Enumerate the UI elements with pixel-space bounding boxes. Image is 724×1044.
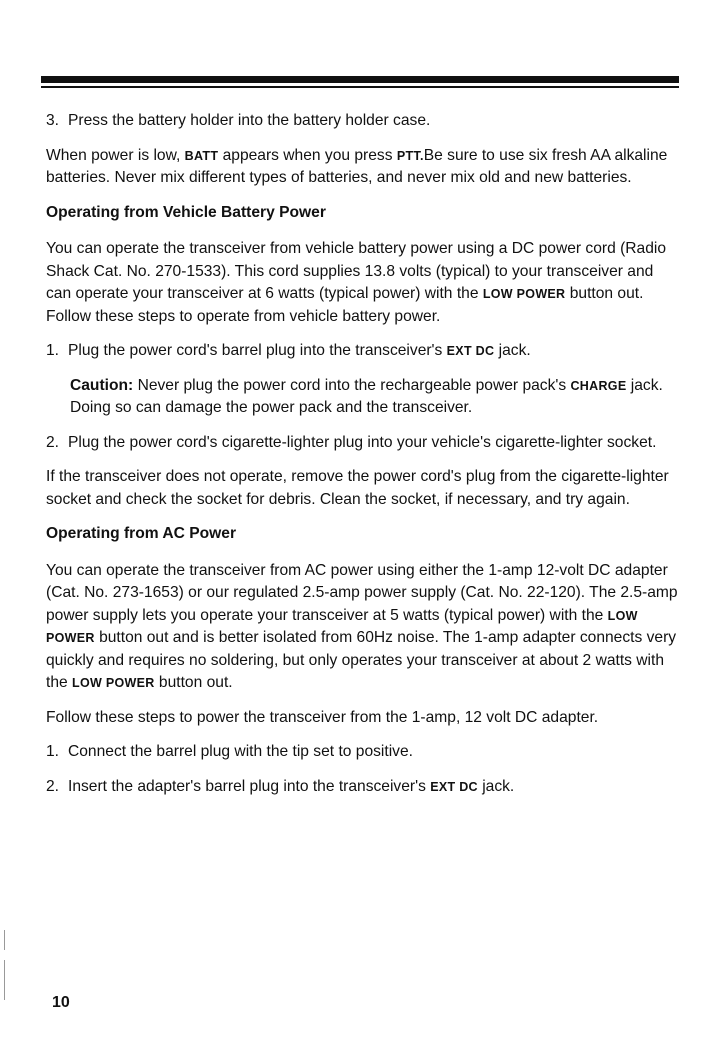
text-run: Be sure to use six fresh AA alkaline batteries. Never mix different types of batteries, and never mix old and new batteries.	[46, 146, 668, 186]
text-run: appears when you press	[218, 146, 397, 164]
step-number: 1.	[46, 743, 60, 760]
header-rule-thin	[41, 86, 679, 88]
text-run: You can operate the transceiver from AC power using either the 1-amp 12-volt DC adapter (Cat. No. 273-1653) or our regulated 2.5-amp power supply (Cat. No. 22-120). The 2.5-amp power supply lets you operate your transceiver at 5 watts (typical power) with the	[46, 561, 678, 624]
ac-step-1	[46, 741, 680, 764]
text-run: jack.	[494, 342, 531, 359]
low-power-key: LOW POWER	[72, 676, 155, 690]
step-text: Connect the barrel plug with the tip set to positive.	[68, 743, 413, 760]
text-run: Never plug the power cord into the rechargeable power pack's	[133, 376, 571, 394]
low-power-key: LOW POWER	[46, 608, 638, 645]
section-heading-vehicle: Operating from Vehicle Battery Power	[46, 203, 326, 221]
text-run: button out. Follow these steps to operate from vehicle battery power.	[46, 285, 644, 325]
text-run: button out and is better isolated from 60Hz noise. The 1-amp adapter connects very quickly and requires no soldering, but only operates your transceiver at about 2 watts with the	[46, 629, 677, 691]
caution-label: Caution:	[70, 376, 134, 394]
step-number: 2.	[46, 777, 60, 795]
vehicle-step-1	[46, 340, 680, 363]
step-text	[68, 340, 680, 363]
charge-jack: CHARGE	[570, 378, 627, 393]
text-run: When power is low,	[46, 146, 185, 164]
header-rule-thick	[41, 76, 679, 83]
batt-indicator: BATT	[184, 148, 219, 163]
low-power-paragraph	[46, 145, 680, 190]
page-content	[46, 110, 680, 810]
text-run: Plug the power cord's barrel plug into the transceiver's	[68, 342, 447, 359]
troubleshoot-paragraph: If the transceiver does not operate, remove the power cord's plug from the cigarette-lighter socket and check the socket for debris. Clean the socket, if necessary, and try again.	[46, 468, 669, 508]
vehicle-step-2	[46, 432, 680, 455]
step-text	[68, 776, 680, 799]
step-number: 1.	[46, 342, 60, 359]
step-3	[46, 110, 680, 133]
caution-note	[70, 375, 680, 420]
ext-dc-jack: EXT DC	[446, 344, 495, 358]
ext-dc-jack: EXT DC	[430, 779, 478, 794]
step-number: 2.	[46, 433, 60, 451]
text-run: jack. Doing so can damage the power pack and the transceiver.	[70, 376, 663, 416]
text-run: You can operate the transceiver from vehicle battery power using a DC power cord (Radio Shack Cat. No. 270-1533). This cord supplies 13.8 volts (typical) to your transceiver and can operate your transceiver at 6 watts (typical power) with the	[46, 240, 667, 302]
ac-step-2	[46, 776, 680, 799]
text-run: jack.	[477, 777, 515, 795]
ac-intro-paragraph	[46, 560, 680, 695]
margin-mark	[4, 930, 5, 950]
margin-mark	[4, 960, 5, 1000]
step-number: 3.	[46, 112, 60, 129]
text-run: Insert the adapter's barrel plug into the transceiver's	[68, 777, 431, 795]
step-text: Press the battery holder into the battery holder case.	[68, 112, 431, 129]
step-text: Plug the power cord's cigarette-lighter plug into your vehicle's cigarette-lighter socket.	[68, 433, 657, 451]
follow-steps-paragraph: Follow these steps to power the transceiver from the 1-amp, 12 volt DC adapter.	[46, 708, 599, 726]
text-run: button out.	[154, 674, 233, 691]
page-number: 10	[52, 994, 70, 1011]
section-heading-ac: Operating from AC Power	[46, 525, 237, 542]
ptt-key: PTT.	[396, 148, 424, 163]
low-power-key: LOW POWER	[482, 287, 566, 301]
vehicle-intro-paragraph	[46, 238, 680, 328]
